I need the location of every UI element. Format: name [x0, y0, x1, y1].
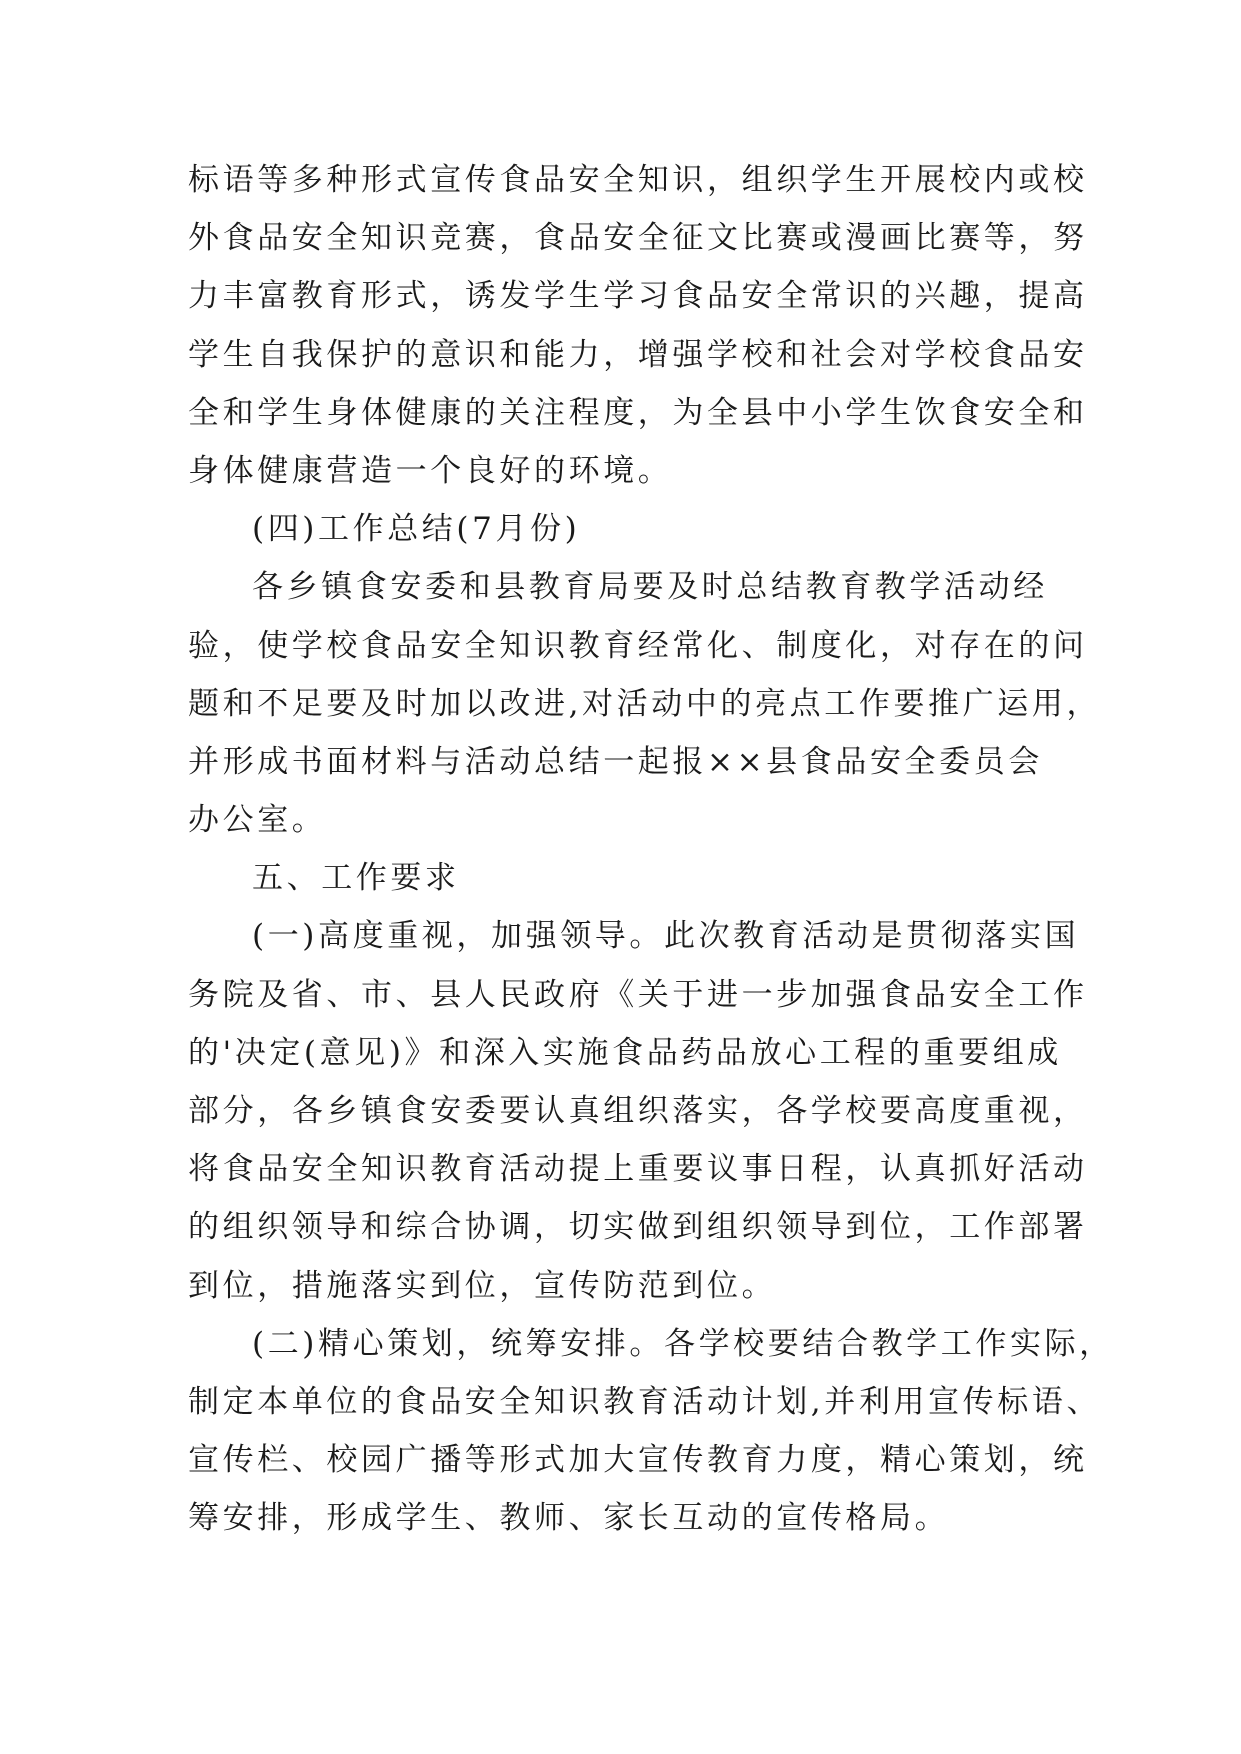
text-line: 筹安排，形成学生、教师、家长互动的宣传格局。: [188, 1500, 950, 1537]
text-line: 办公室。: [188, 802, 327, 839]
text-line: 身体健康营造一个良好的环境。: [188, 452, 673, 489]
text-line: (一)高度重视，加强领导。此次教育活动是贯彻落实国: [252, 918, 1080, 955]
text-line: 题和不足要及时加以改进,对活动中的亮点工作要推广运用，: [188, 685, 1102, 722]
text-line: 制定本单位的食品安全知识教育活动计划,并利用宣传标语、: [188, 1383, 1102, 1420]
text-line: (二)精心策划，统筹安排。各学校要结合教学工作实际，: [252, 1325, 1114, 1362]
text-line: 宣传栏、校园广播等形式加大宣传教育力度，精心策划，统: [188, 1442, 1088, 1479]
document-body: [188, 160, 1114, 1557]
text-line: 并形成书面材料与活动总结一起报××县食品安全委员会: [188, 743, 1043, 780]
text-line: 力丰富教育形式，诱发学生学习食品安全常识的兴趣，提高: [188, 278, 1088, 315]
text-line: 务院及省、市、县人民政府《关于进一步加强食品安全工作: [188, 976, 1088, 1013]
text-line: 部分，各乡镇食安委要认真组织落实，各学校要高度重视，: [188, 1093, 1088, 1129]
text-line: 各乡镇食安委和县教育局要及时总结教育教学活动经: [252, 569, 1048, 606]
text-line: 验，使学校食品安全知识教育经常化、制度化，对存在的问: [188, 627, 1088, 664]
text-line: 五、工作要求: [252, 860, 460, 897]
text-line: (四)工作总结(7月份): [252, 511, 581, 548]
text-line: 到位，措施落实到位，宣传防范到位。: [188, 1267, 777, 1304]
text-line: 学生自我保护的意识和能力，增强学校和社会对学校食品安: [188, 336, 1088, 373]
text-line: 外食品安全知识竞赛，食品安全征文比赛或漫画比赛等，努: [188, 220, 1088, 257]
text-line: 的'决定(意见)》和深入实施食品药品放心工程的重要组成: [188, 1034, 1062, 1071]
text-line: 全和学生身体健康的关注程度，为全县中小学生饮食安全和: [188, 394, 1088, 431]
text-line: 的组织领导和综合协调，切实做到组织领导到位，工作部署: [188, 1209, 1088, 1246]
text-line: 将食品安全知识教育活动提上重要议事日程，认真抓好活动: [188, 1151, 1088, 1188]
text-line: 标语等多种形式宣传食品安全知识，组织学生开展校内或校: [188, 162, 1088, 198]
